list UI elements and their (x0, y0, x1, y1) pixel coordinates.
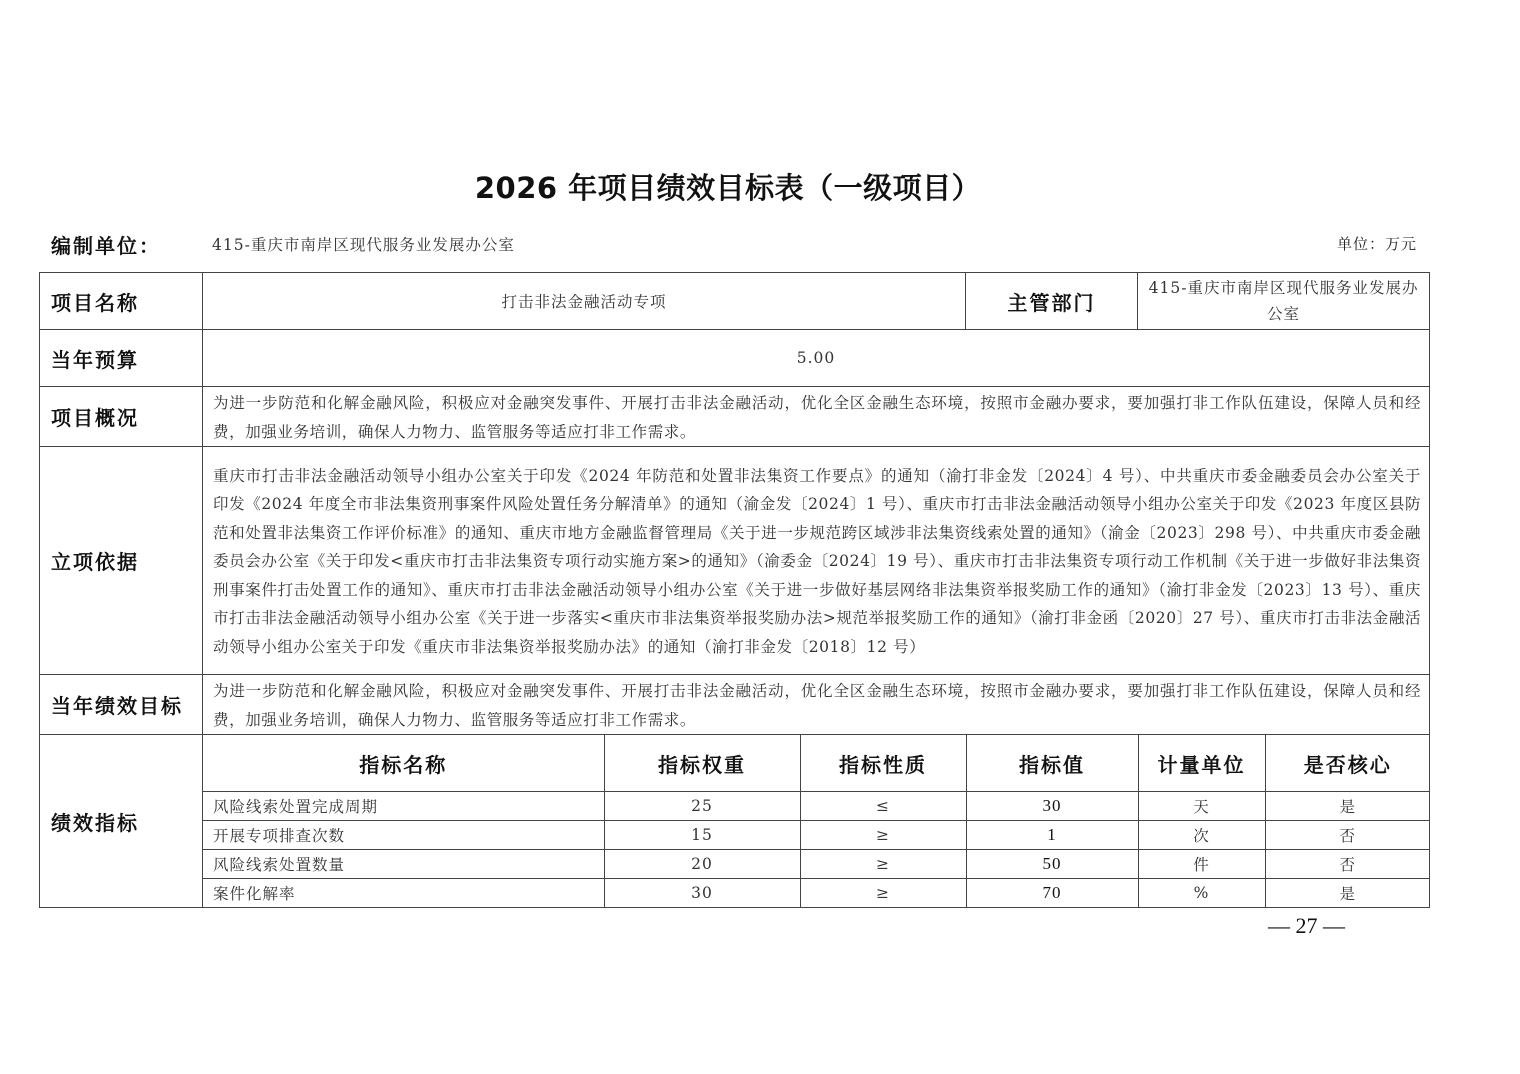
indicators-label: 绩效指标 (40, 735, 203, 908)
header-measure-unit: 计量单位 (1138, 735, 1265, 792)
indicator-row (203, 850, 1430, 879)
org-value: 415-重庆市南岸区现代服务业发展办公室 (212, 236, 515, 254)
basis-label: 立项依据 (40, 447, 203, 675)
indicator-unit: 次 (1138, 821, 1265, 850)
indicator-weight: 25 (604, 792, 800, 821)
project-name-value: 打击非法金融活动专项 (203, 273, 966, 330)
row-goal (40, 675, 1430, 735)
dept-label: 主管部门 (966, 273, 1138, 330)
indicators-table (203, 735, 1430, 907)
indicator-core: 否 (1265, 850, 1430, 879)
document-title: 2026 年项目绩效目标表（一级项目） (474, 171, 982, 205)
indicator-unit: 天 (1138, 792, 1265, 821)
indicator-core: 是 (1265, 879, 1430, 908)
row-overview (40, 387, 1430, 447)
basis-value: 重庆市打击非法金融活动领导小组办公室关于印发《2024 年防范和处置非法集资工作要点》的通知（渝打非金发〔2024〕4 号）、中共重庆市委金融委员会办公室关于印发《2024 年度全市非法集资刑事案件风险处置任务分解清单》的通知（渝金发〔2024〕1 号）、重庆市打击非法金融活动领导小组办公室关于印发《2023 年度区县防范和处置非法集资工作评价标准》的通知、重庆市地方金融监督管理局《关于进一步规范跨区域涉非法集资线索处置的通知》（渝金〔2023〕298 号）、中共重庆市委金融委员会办公室《关于印发<重庆市打击非法集资专项行动实施方案>的通知》（渝委金〔2024〕19 号）、重庆市打击非法集资专项行动工作机制《关于进一步做好非法集资刑事案件打击处置工作的通知》、重庆市打击非法金融活动领导小组办公室《关于进一步做好基层网络非法集资举报奖励工作的通知》（渝打非金发〔2023〕13 号）、重庆市打击非法金融活动领导小组办公室《关于进一步落实<重庆市非法集资举报奖励办法>规范举报奖励工作的通知》（渝打非金函〔2020〕27 号）、重庆市打击非法金融活动领导小组办公室关于印发《重庆市非法集资举报奖励办法》的通知（渝打非金发〔2018〕12 号） (203, 447, 1430, 675)
row-project-name (40, 273, 1430, 330)
performance-table (39, 272, 1430, 908)
goal-value: 为进一步防范和化解金融风险，积极应对金融突发事件、开展打击非法金融活动，优化全区金融生态环境，按照市金融办要求，要加强打非工作队伍建设，保障人员和经费，加强业务培训，确保人力物力、监管服务等适应打非工作需求。 (203, 675, 1430, 735)
page-number: — 27 — (1268, 913, 1345, 938)
indicator-unit: 件 (1138, 850, 1265, 879)
indicator-weight: 20 (604, 850, 800, 879)
indicator-weight: 15 (604, 821, 800, 850)
indicator-value: 70 (966, 879, 1138, 908)
indicator-unit: % (1138, 879, 1265, 908)
indicator-core: 否 (1265, 821, 1430, 850)
unit-label: 单位：万元 (1336, 235, 1417, 253)
indicator-row (203, 792, 1430, 821)
header-indicator-nature: 指标性质 (800, 735, 966, 792)
indicator-nature: ≤ (800, 792, 966, 821)
indicator-nature: ≥ (800, 879, 966, 908)
indicator-core: 是 (1265, 792, 1430, 821)
overview-label: 项目概况 (40, 387, 203, 447)
budget-label: 当年预算 (40, 330, 203, 387)
indicator-name: 开展专项排查次数 (203, 821, 604, 850)
dept-value: 415-重庆市南岸区现代服务业发展办公室 (1138, 273, 1430, 330)
goal-label: 当年绩效目标 (40, 675, 203, 735)
indicator-value: 50 (966, 850, 1138, 879)
header-indicator-name: 指标名称 (203, 735, 604, 792)
indicator-name: 风险线索处置数量 (203, 850, 604, 879)
row-budget (40, 330, 1430, 387)
indicators-cell (203, 735, 1430, 908)
project-name-label: 项目名称 (40, 273, 203, 330)
budget-value: 5.00 (203, 330, 1430, 387)
indicator-value: 1 (966, 821, 1138, 850)
indicator-value: 30 (966, 792, 1138, 821)
org-label: 编制单位： (51, 234, 161, 258)
overview-value: 为进一步防范和化解金融风险，积极应对金融突发事件、开展打击非法金融活动，优化全区金融生态环境，按照市金融办要求，要加强打非工作队伍建设，保障人员和经费，加强业务培训，确保人力物力、监管服务等适应打非工作需求。 (203, 387, 1430, 447)
indicator-row (203, 879, 1430, 908)
indicator-name: 风险线索处置完成周期 (203, 792, 604, 821)
row-indicators (40, 735, 1430, 908)
header-indicator-weight: 指标权重 (604, 735, 800, 792)
indicator-name: 案件化解率 (203, 879, 604, 908)
header-is-core: 是否核心 (1265, 735, 1430, 792)
indicator-header-row (203, 735, 1430, 792)
indicator-nature: ≥ (800, 821, 966, 850)
indicator-nature: ≥ (800, 850, 966, 879)
row-basis (40, 447, 1430, 675)
indicator-weight: 30 (604, 879, 800, 908)
header-indicator-value: 指标值 (966, 735, 1138, 792)
indicator-row (203, 821, 1430, 850)
